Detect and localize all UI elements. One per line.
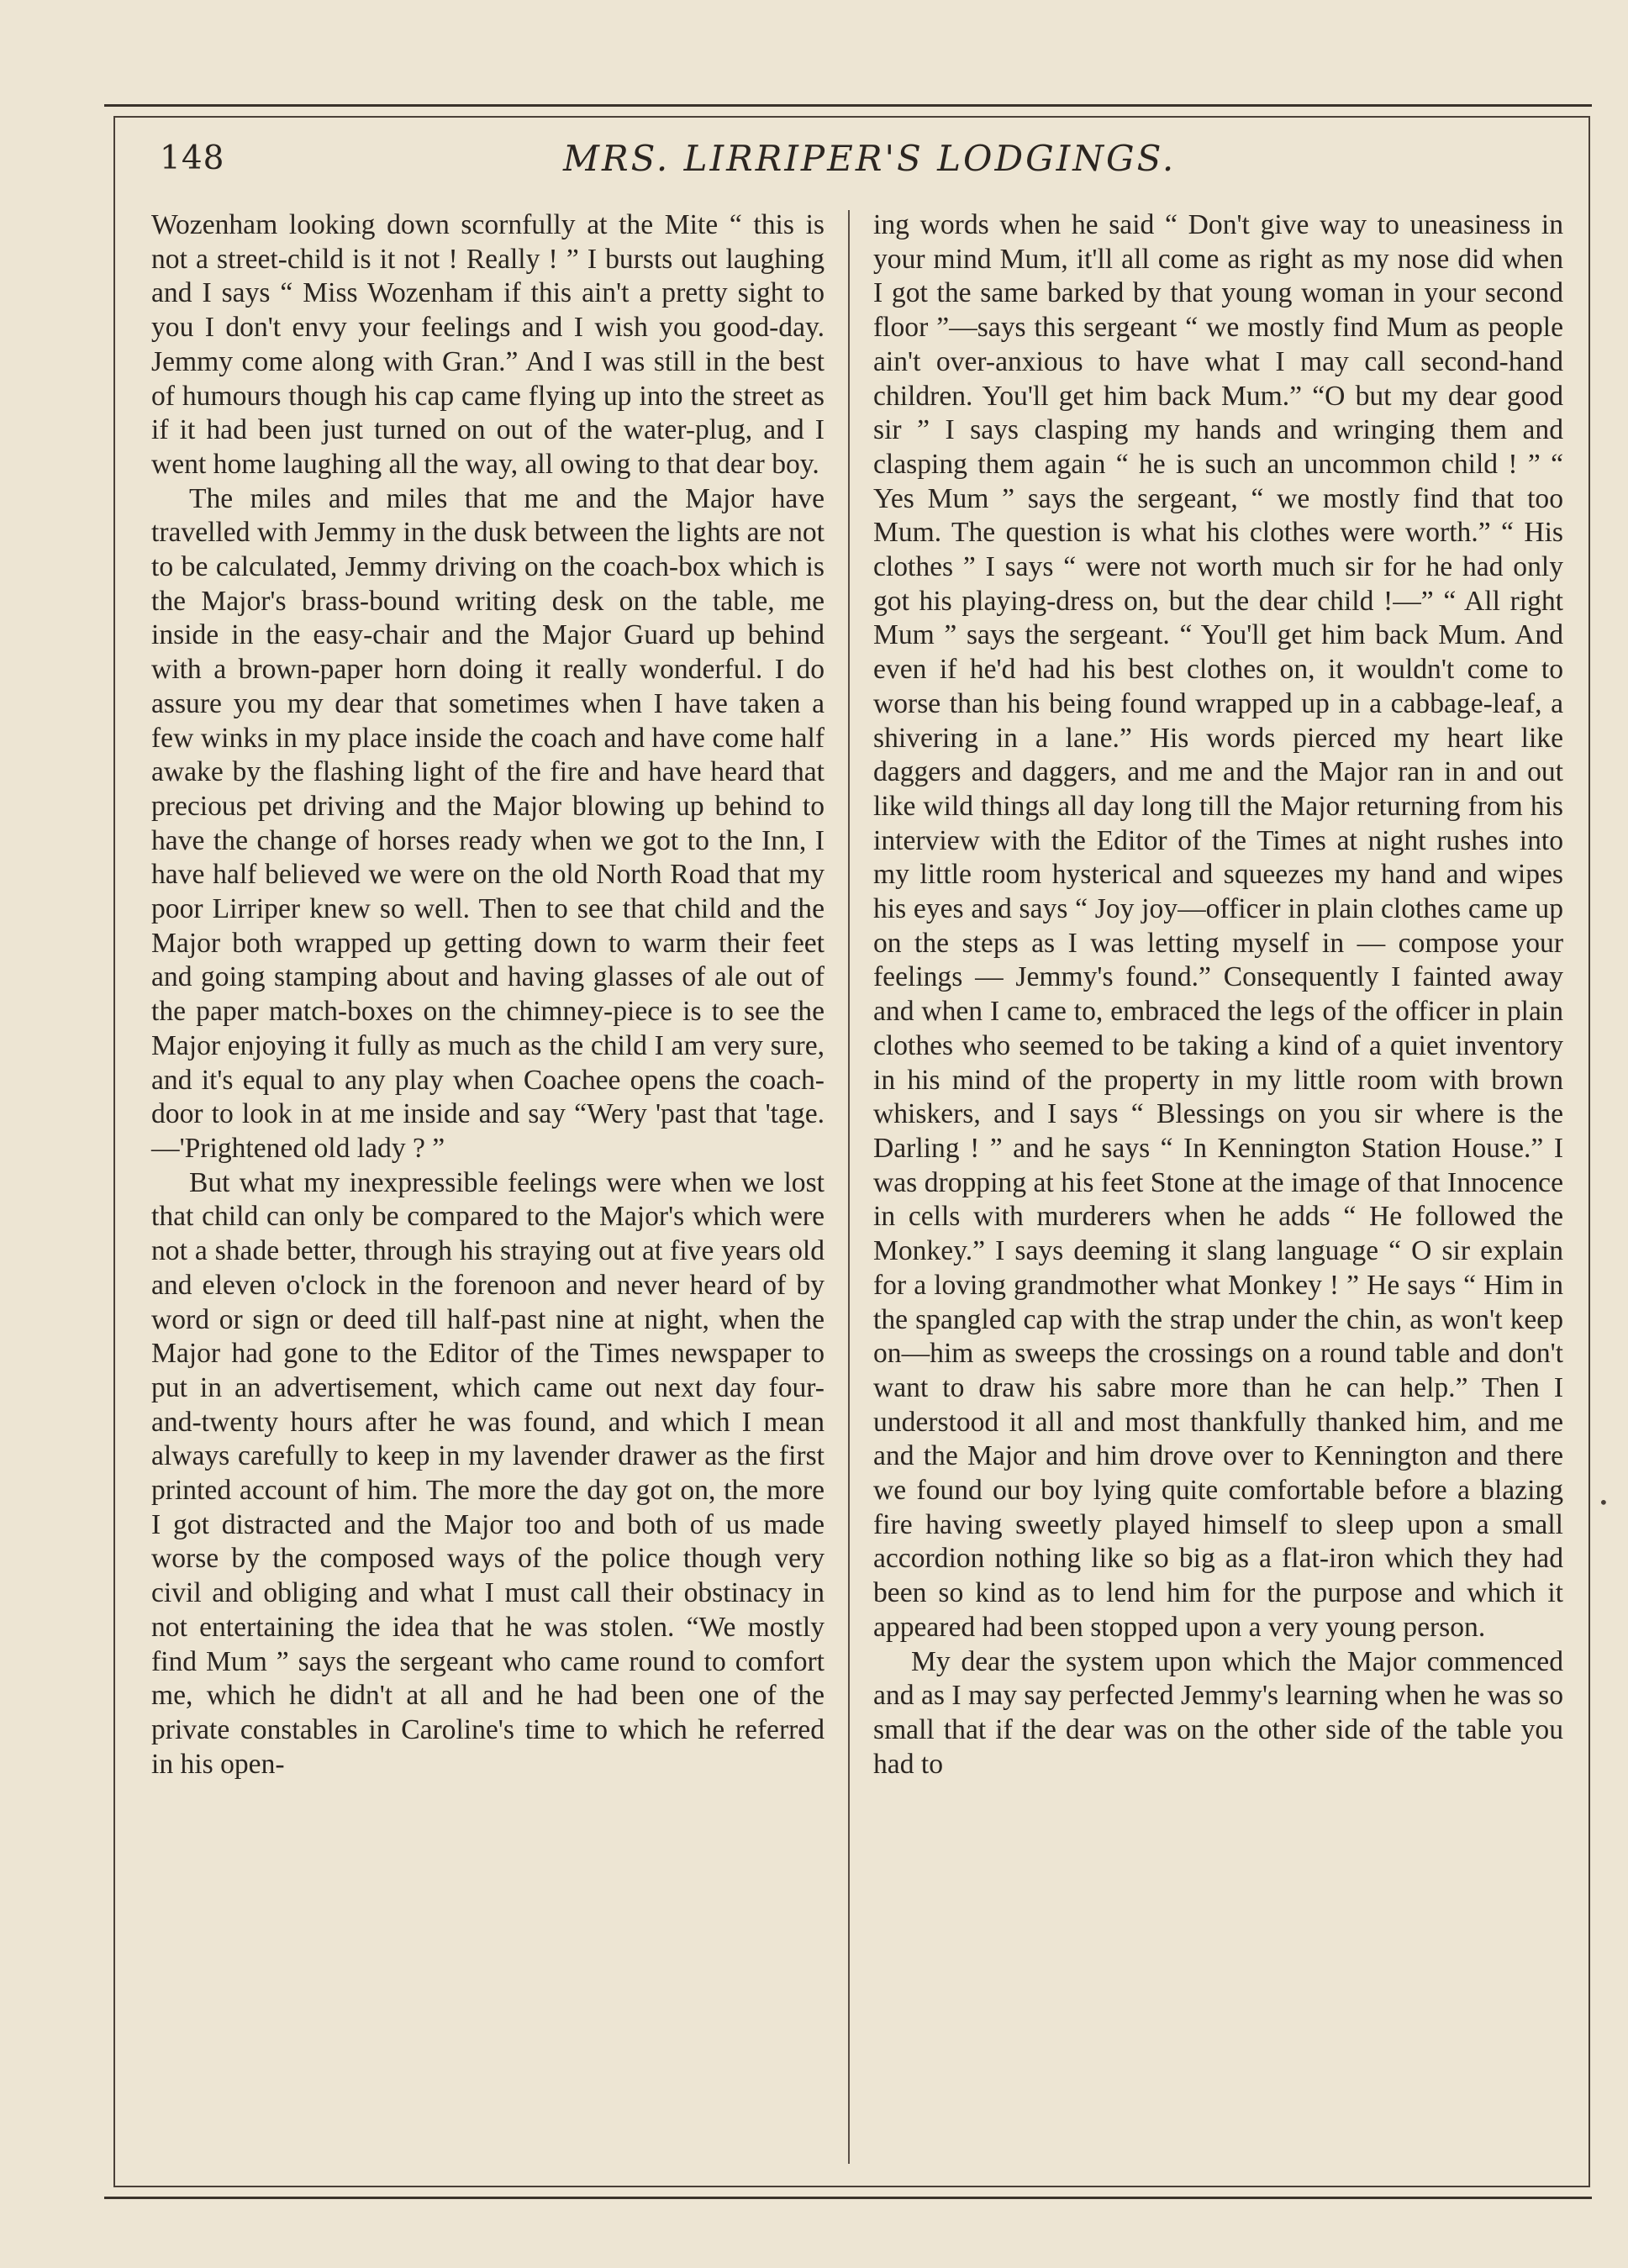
paragraph: But what my inexpressible feelings were when we lost that child can only be compared to the Major's which were not a shade better, through his straying out at five years old and eleven o'clock in the forenoon and never heard of by word or sign or deed till half-past nine at night, when the Major had gone to the Editor of the Times newspaper to put in an advertisement, which came out next day four-and-twenty hours after he was found, and which I mean always carefully to keep in my lavender drawer as the first printed account of him. The more the day got on, the more I got distracted and the Major too and both of us made worse by the composed ways of the police though very civil and obliging and what I must call their obstinacy in not entertaining the idea that he was stolen. “We mostly find Mum ” says the sergeant who came round to comfort me, which he didn't at all and he had been one of the private constables in Caroline's time to which he referred in his open-	[151, 1166, 825, 1780]
paragraph: The miles and miles that me and the Major have travelled with Jemmy in the dusk between the lights are not to be calculated, Jemmy driving on the coach-box which is the Major's brass-bound writing desk on the table, me inside in the easy-chair and the Major Guard up behind with a brown-paper horn doing it really wonderful. I do assure you my dear that sometimes when I have taken a few winks in my place inside the coach and have come half awake by the flashing light of the fire and have heard that precious pet driving and the Major blowing up behind to have the change of horses ready when we got to the Inn, I have half believed we were on the old North Road that my poor Lirriper knew so well. Then to see that child and the Major both wrapped up getting down to warm their feet and going stamping about and having glasses of ale out of the paper match-boxes on the chimney-piece is to see the Major enjoying it fully as much as the child I am very sure, and it's equal to any play when Coachee opens the coach-door to look in at me inside and say “Wery 'past that 'tage.—'Prightened old lady ? ”	[151, 482, 825, 1164]
left-column	[151, 208, 825, 1781]
running-title: MRS. LIRRIPER'S LODGINGS.	[563, 138, 1177, 179]
paragraph: My dear the system upon which the Major commenced and as I may say perfected Jemmy's learning when he was so small that if the dear was on the other side of the table you had to	[873, 1645, 1563, 1780]
column-divider	[848, 210, 850, 2164]
paragraph: ing words when he said “ Don't give way to uneasiness in your mind Mum, it'll all come as right as my nose did when I got the same barked by that young woman in your second floor ”—says this sergeant “ we mostly find Mum as people ain't over-anxious to have what I may call second-hand children. You'll get him back Mum.” “O but my dear good sir ” I says clasping my hands and wringing them and clasping them again “ he is such an uncommon child ! ” “ Yes Mum ” says the sergeant, “ we mostly find that too Mum. The question is what his clothes were worth.” “ His clothes ” I says “ were not worth much sir for he had only got his playing-dress on, but the dear child !—” “ All right Mum ” says the sergeant. “ You'll get him back Mum. And even if he'd had his best clothes on, it wouldn't come to worse than his being found wrapped up in a cabbage-leaf, a shivering in a lane.” His words pierced my heart like daggers and daggers, and me and the Major ran in and out like wild things all day long till the Major returning from his interview with the Editor of the Times at night rushes into my little room hysterical and squeezes my hand and wipes his eyes and says “ Joy joy—officer in plain clothes came up on the steps as I was letting myself in — compose your feelings — Jemmy's found.” Consequently I fainted away and when I came to, embraced the legs of the officer in plain clothes who seemed to be taking a kind of a quiet inventory in his mind of the property in my little room with brown whiskers, and I says “ Blessings on you sir where is the Darling ! ” and he says “ In Kennington Station House.” I was dropping at his feet Stone at the image of that Innocence in cells with murderers when he adds “ He followed the Monkey.” I says deeming it slang language “ O sir explain for a loving grandmother what Monkey ! ” He says “ Him in the spangled cap with the strap under the chin, as won't keep on—him as sweeps the crossings on a round table and don't want to draw his sabre more than he can help.” Then I understood it all and most thankfully thanked him, and me and the Major and him drove over to Kennington and there we found our boy lying quite comfortable before a blazing fire having sweetly played himself to sleep upon a small accordion nothing like so big as a flat-iron which they had been so kind as to lend him for the purpose and which it appeared had been stopped upon a very young person.	[873, 209, 1563, 1643]
right-column	[873, 208, 1563, 1781]
page-number: 148	[160, 139, 225, 177]
page-header	[160, 133, 1588, 192]
margin-mark: •	[1599, 1492, 1609, 1513]
paragraph: Wozenham looking down scornfully at the Mite “ this is not a street-child is it not ! Really ! ” I bursts out laughing and I says “ Miss Wozenham if this ain't a pretty sight to you I don't envy your feelings and I wish you good-day. Jemmy come along with Gran.” And I was still in the best of humours though his cap came flying up into the street as if it had been just turned on out of the water-plug, and I went home laughing all the way, all owing to that dear boy.	[151, 209, 825, 480]
